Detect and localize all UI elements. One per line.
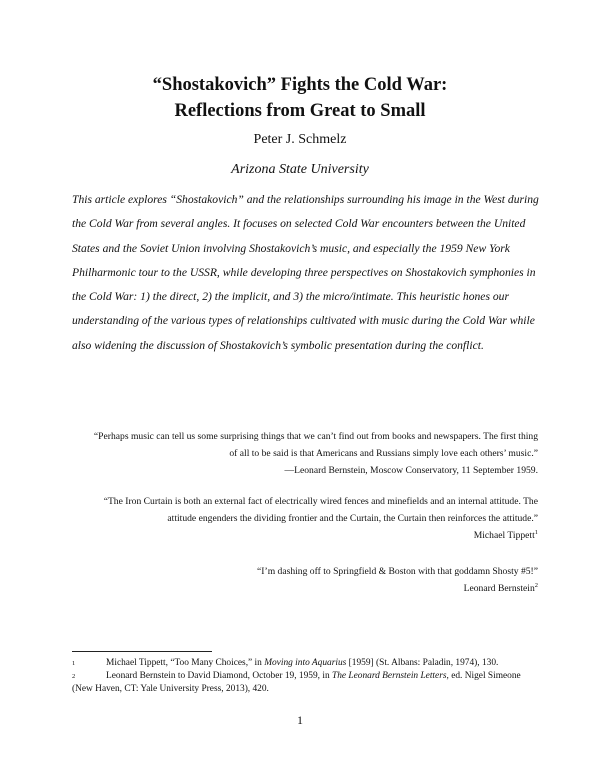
footnote-text-post: [1959] (St. Albans: Paladin, 1974), 130. bbox=[346, 658, 499, 668]
footnote-text-pre: Leonard Bernstein to David Diamond, October 19, 1959, in bbox=[106, 671, 332, 681]
footnote-ref-2[interactable]: 2 bbox=[534, 582, 538, 589]
paper-title bbox=[0, 72, 600, 124]
epigraph-quote-line: of all to be said is that Americans and Russians simply love each others’ music.” bbox=[229, 448, 538, 459]
footnote-text-post: , ed. Nigel Simeone (New Haven, CT: Yale University Press, 2013), 420. bbox=[72, 671, 521, 694]
page-number: 1 bbox=[297, 713, 303, 727]
footnote-text bbox=[72, 657, 537, 670]
footnote-text bbox=[72, 670, 537, 696]
epigraph-attribution-line bbox=[58, 527, 538, 544]
epigraph-attribution: Leonard Bernstein bbox=[463, 583, 535, 594]
footnote-number: 1 bbox=[72, 660, 76, 667]
author-affiliation: Arizona State University bbox=[231, 162, 369, 177]
title-line-2: Reflections from Great to Small bbox=[174, 101, 426, 121]
footnote-number: 2 bbox=[72, 673, 76, 680]
epigraph-bernstein-shosty bbox=[58, 563, 538, 597]
footnote-title: Moving into Aquarius bbox=[264, 658, 347, 668]
epigraph-tippett bbox=[58, 493, 538, 544]
title-line-1: “Shostakovich” Fights the Cold War: bbox=[152, 75, 448, 95]
footnote-1 bbox=[72, 657, 537, 670]
footnote-title: The Leonard Bernstein Letters bbox=[332, 671, 447, 681]
footnote-2 bbox=[72, 670, 537, 696]
epigraph-attribution-line bbox=[58, 580, 538, 597]
footnote-ref-1[interactable]: 1 bbox=[534, 529, 538, 536]
author-name: Peter J. Schmelz bbox=[253, 132, 347, 147]
epigraph-quote-line: attitude engenders the dividing frontier and the Curtain, the Curtain then reinforces the attitude.” bbox=[167, 513, 538, 524]
footnotes bbox=[72, 657, 537, 696]
abstract: This article explores “Shostakovich” and the relationships surrounding his image in the West during the Cold War from several angles. It focuses on selected Cold War encounters between the United States and the Soviet Union involving Shostakovich’s music, and especially the 1959 New York Philharmonic tour to the USSR, while developing three perspectives on Shostakovich symphonies in the Cold War: 1) the direct, 2) the implicit, and 3) the micro/intimate. This heuristic hones our understanding of the various types of relationships cultivated with music during the Cold War while also widening the discussion of Shostakovich’s symbolic presentation during the conflict. bbox=[72, 193, 539, 352]
epigraph-quote-line: “Perhaps music can tell us some surprising things that we can’t find out from books and newspapers. The first thing bbox=[93, 431, 538, 442]
epigraph-quote-line: “I’m dashing off to Springfield & Boston with that goddamn Shosty #5!” bbox=[257, 566, 538, 577]
footnote-text-pre: Michael Tippett, “Too Many Choices,” in bbox=[106, 658, 265, 668]
epigraph-attribution: —Leonard Bernstein, Moscow Conservatory, 11 September 1959. bbox=[284, 465, 538, 476]
epigraph-quote-line: “The Iron Curtain is both an external fact of electrically wired fences and minefields and an internal attitude. The bbox=[103, 496, 538, 507]
footnote-separator bbox=[72, 651, 212, 652]
epigraph-attribution: Michael Tippett bbox=[473, 530, 535, 541]
epigraph-bernstein-moscow bbox=[58, 428, 538, 479]
